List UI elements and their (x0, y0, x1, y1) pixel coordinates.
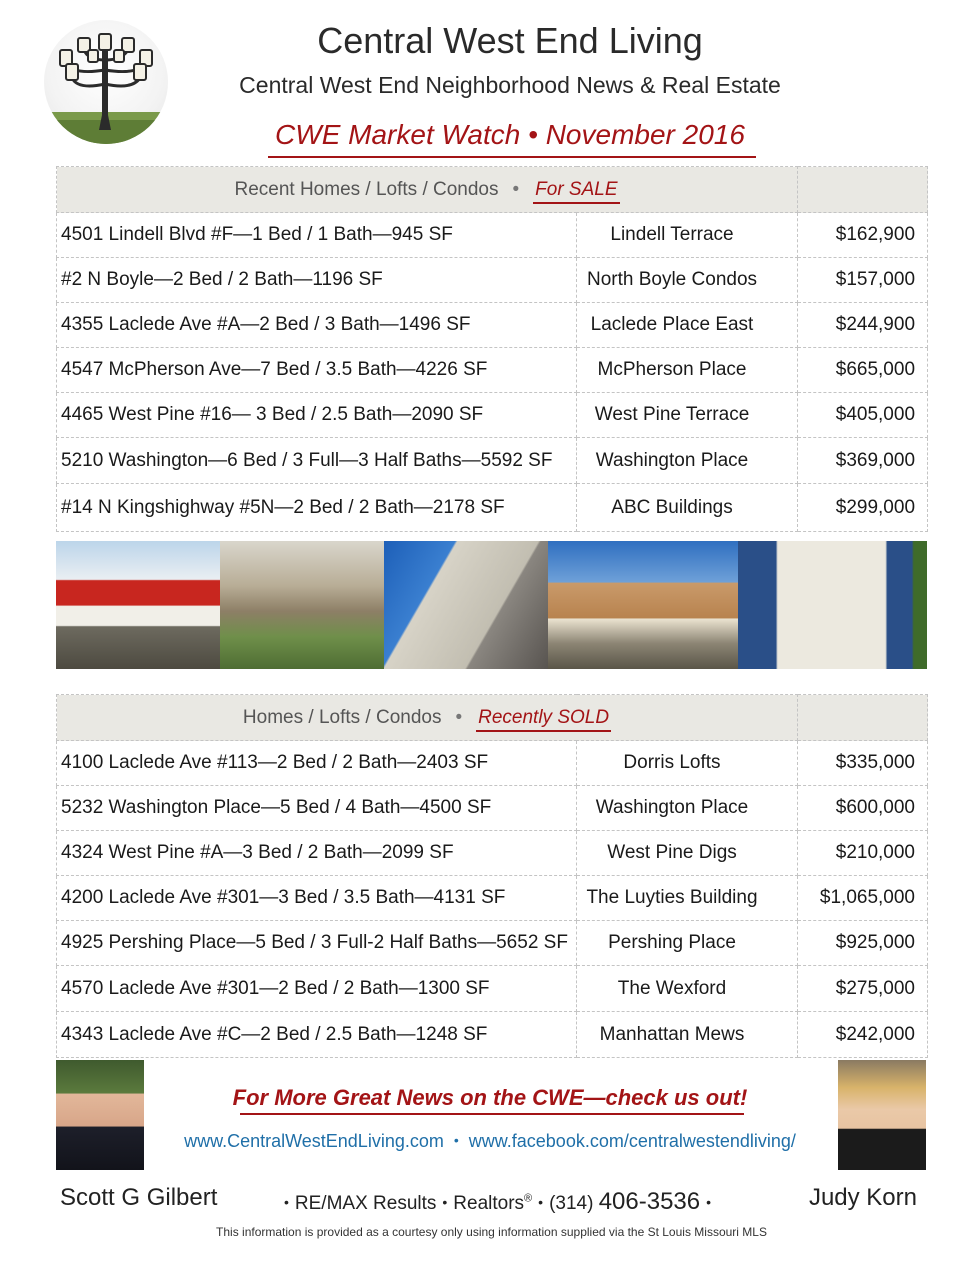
disclaimer: This information is provided as a courtesy only using information supplied via the St Louis Missouri MLS (216, 1225, 767, 1239)
listing-row (57, 213, 928, 258)
for-sale-header-row (57, 167, 928, 213)
listing-address: 4324 West Pine #A—3 Bed / 2 Bath—2099 SF (57, 831, 577, 876)
listing-building: The Luyties Building (577, 876, 798, 921)
scott-gilbert-photo (56, 1060, 144, 1170)
listing-row (57, 258, 928, 303)
listing-row (57, 831, 928, 876)
tower-photo (384, 541, 548, 669)
sold-tag: Recently SOLD (476, 707, 611, 732)
bullet: • (284, 1194, 289, 1210)
for-sale-tag: For SALE (533, 179, 619, 204)
header-dot: • (455, 706, 463, 728)
page-title: Central West End Living (317, 20, 703, 61)
listing-address: 4200 Laclede Ave #301—3 Bed / 3.5 Bath—4131 SF (57, 876, 577, 921)
loft-building-photo (738, 541, 927, 669)
header-empty-cell (798, 695, 928, 741)
listing-address: 4547 McPherson Ave—7 Bed / 3.5 Bath—4226 SF (57, 348, 577, 393)
listing-price: $275,000 (798, 966, 928, 1012)
listing-price: $600,000 (798, 786, 928, 831)
agent-left-name: Scott G Gilbert (60, 1184, 218, 1211)
registered-mark: ® (524, 1192, 533, 1205)
listing-row (57, 921, 928, 966)
contact-row (56, 1184, 927, 1214)
chandelier-icon (44, 20, 168, 144)
link-separator: • (453, 1132, 459, 1148)
header-dot: • (512, 178, 520, 200)
cafe-photo (56, 541, 220, 669)
listing-price: $925,000 (798, 921, 928, 966)
listing-address: #14 N Kingshighway #5N—2 Bed / 2 Bath—2178 SF (57, 484, 577, 532)
brokerage-info (278, 1188, 717, 1216)
listing-building: The Wexford (577, 966, 798, 1012)
listing-address: 4501 Lindell Blvd #F—1 Bed / 1 Bath—945 SF (57, 213, 577, 258)
listing-building: Dorris Lofts (577, 741, 798, 786)
sold-table (56, 694, 928, 1058)
listing-building: Washington Place (577, 786, 798, 831)
listing-price: $1,065,000 (798, 876, 928, 921)
plaza-photo (548, 541, 738, 669)
listing-price: $665,000 (798, 348, 928, 393)
realtors-label: Realtors (453, 1193, 525, 1214)
listing-building: ABC Buildings (577, 484, 798, 532)
cta-underline (240, 1113, 744, 1115)
listing-address: 4343 Laclede Ave #C—2 Bed / 2.5 Bath—1248 SF (57, 1012, 577, 1058)
listing-price: $299,000 (798, 484, 928, 532)
market-watch-heading: CWE Market Watch • November 2016 (275, 119, 745, 150)
sold-header-row (57, 695, 928, 741)
listing-address: 4465 West Pine #16— 3 Bed / 2.5 Bath—2090 SF (57, 393, 577, 438)
listing-address: 4570 Laclede Ave #301—2 Bed / 2 Bath—1300 SF (57, 966, 577, 1012)
listing-address: 5232 Washington Place—5 Bed / 4 Bath—4500 SF (57, 786, 577, 831)
listing-building: Pershing Place (577, 921, 798, 966)
listing-row (57, 393, 928, 438)
listing-row (57, 741, 928, 786)
sold-header (57, 695, 798, 741)
phone-area[interactable]: (314) (549, 1193, 594, 1214)
neighborhood-photo-strip (56, 541, 927, 669)
listing-price: $244,900 (798, 303, 928, 348)
for-sale-header-label: Recent Homes / Lofts / Condos (234, 178, 499, 200)
phone-number[interactable]: 406-3536 (598, 1188, 701, 1215)
header-empty-cell (798, 167, 928, 213)
listing-row (57, 484, 928, 532)
page-subtitle: Central West End Neighborhood News & Real Estate (239, 72, 781, 98)
listing-row (57, 303, 928, 348)
listing-building: Washington Place (577, 438, 798, 484)
listing-price: $405,000 (798, 393, 928, 438)
bullet: • (706, 1194, 712, 1210)
listing-row (57, 966, 928, 1012)
bullet: • (442, 1194, 448, 1210)
listing-price: $242,000 (798, 1012, 928, 1058)
sold-header-label: Homes / Lofts / Condos (242, 706, 442, 728)
listing-building: Lindell Terrace (577, 213, 798, 258)
listing-address: 4925 Pershing Place—5 Bed / 3 Full-2 Half Baths—5652 SF (57, 921, 577, 966)
listing-address: 4100 Laclede Ave #113—2 Bed / 2 Bath—2403 SF (57, 741, 577, 786)
brokerage-name: RE/MAX Results (294, 1193, 437, 1214)
for-sale-table (56, 166, 928, 532)
judy-korn-photo (838, 1060, 926, 1170)
listing-row (57, 348, 928, 393)
street-photo (220, 541, 384, 669)
listing-building: McPherson Place (577, 348, 798, 393)
listing-row (57, 876, 928, 921)
website-link[interactable]: www.CentralWestEndLiving.com (184, 1131, 444, 1151)
listing-building: West Pine Digs (577, 831, 798, 876)
listing-price: $162,900 (798, 213, 928, 258)
listing-price: $157,000 (798, 258, 928, 303)
listing-price: $369,000 (798, 438, 928, 484)
cta-heading: For More Great News on the CWE—check us out! (232, 1085, 748, 1110)
listing-address: #2 N Boyle—2 Bed / 2 Bath—1196 SF (57, 258, 577, 303)
listing-price: $335,000 (798, 741, 928, 786)
listing-building: West Pine Terrace (577, 393, 798, 438)
chandelier-logo (44, 20, 168, 144)
listing-address: 5210 Washington—6 Bed / 3 Full—3 Half Baths—5592 SF (57, 438, 577, 484)
listing-building: Laclede Place East (577, 303, 798, 348)
listing-row (57, 786, 928, 831)
heading-underline (268, 156, 756, 158)
for-sale-header (57, 167, 798, 213)
links-row (150, 1131, 830, 1152)
agent-right-name: Judy Korn (808, 1184, 917, 1211)
bullet: • (538, 1194, 544, 1210)
listing-price: $210,000 (798, 831, 928, 876)
facebook-link[interactable]: www.facebook.com/centralwestendliving/ (468, 1131, 796, 1151)
listing-row (57, 1012, 928, 1058)
listing-building: North Boyle Condos (577, 258, 798, 303)
listing-building: Manhattan Mews (577, 1012, 798, 1058)
listing-row (57, 438, 928, 484)
listing-address: 4355 Laclede Ave #A—2 Bed / 3 Bath—1496 SF (57, 303, 577, 348)
